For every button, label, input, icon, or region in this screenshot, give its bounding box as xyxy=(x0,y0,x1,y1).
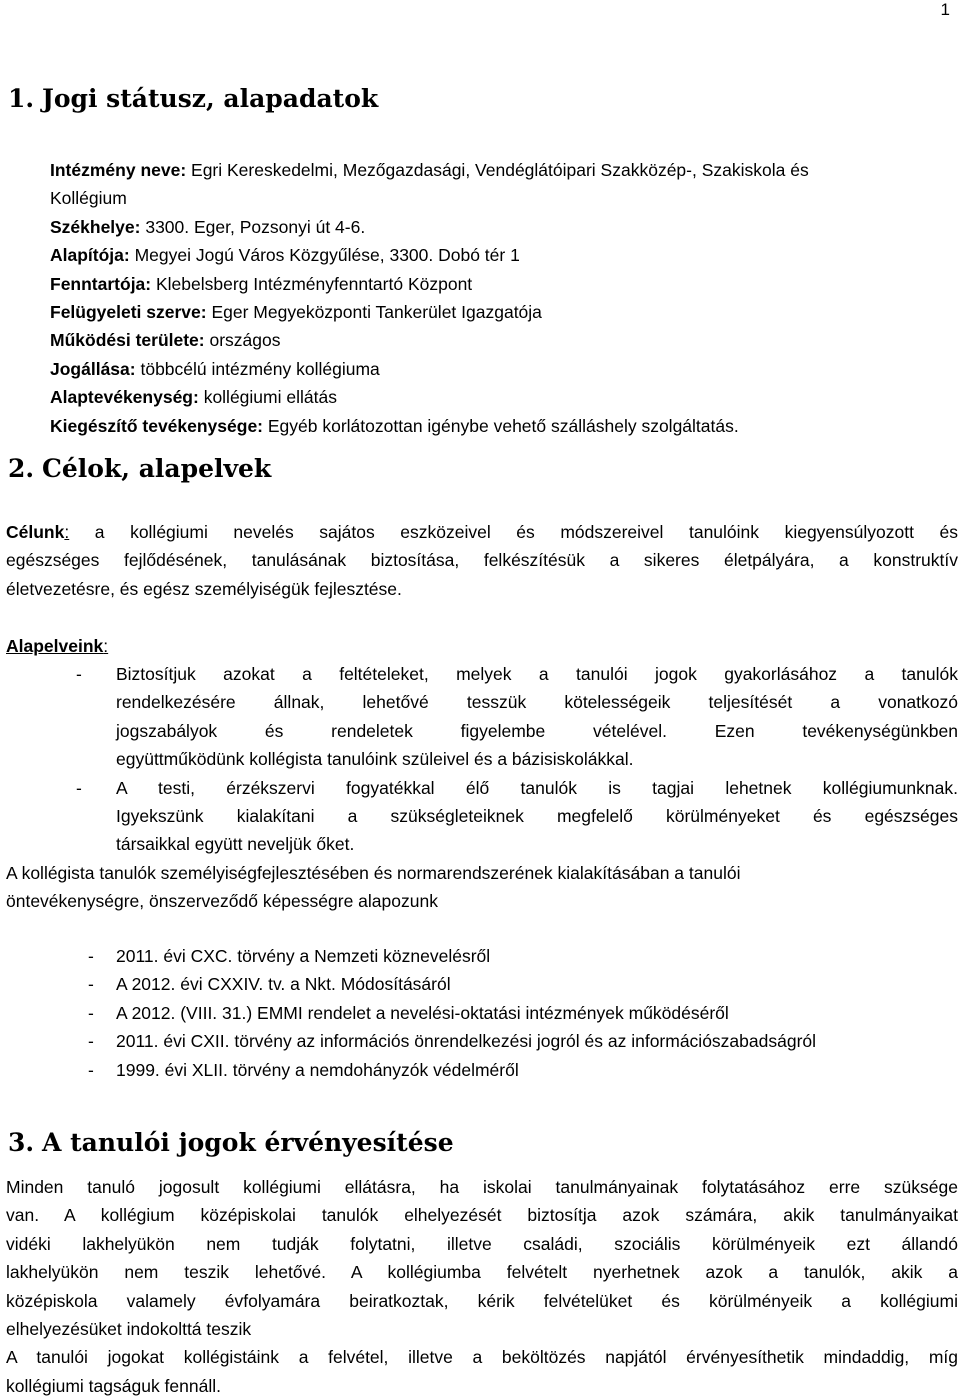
field-value: 3300. Eger, Pozsonyi út 4-6. xyxy=(140,216,366,237)
list-dash: - xyxy=(88,1059,94,1080)
paragraph-line: A kollégista tanulók személyiségfejlesztésében és normarendszerének kialakításában a tanulói xyxy=(6,862,741,883)
list-line: rendelkezésére állnak, lehetővé tesszük kötelességeik teljesítését a vonatkozó xyxy=(116,692,958,713)
section-1-number: 1. xyxy=(8,84,35,113)
section-1-heading xyxy=(8,84,378,114)
field-label: Működési területe: xyxy=(50,330,205,351)
list-dash: - xyxy=(88,1002,94,1023)
paragraph-line: elhelyezésüket indokolttá teszik xyxy=(6,1319,252,1340)
list-dash: - xyxy=(88,946,94,966)
field-label: Fenntartója: xyxy=(50,273,152,294)
rights-paragraph xyxy=(6,1173,958,1400)
law-text: 2011. évi CXII. törvény az információs önrendelkezési jogról és az információszabadságról xyxy=(116,1031,817,1052)
list-line: társaikkal együtt neveljük őket. xyxy=(116,834,355,855)
paragraph-line: kollégiumi tagságuk fennáll. xyxy=(6,1375,221,1396)
paragraph-line: középiskola valamely évfolyamára beiratkoztak, kérik felvételüket és körülményeik a kollégiumi xyxy=(6,1290,958,1311)
paragraph-line: A tanulói jogokat kollégistáink a felvétel, illetve a beköltözés napjától érvényesíthetik mindaddig, míg xyxy=(6,1347,958,1368)
field-row xyxy=(50,298,950,326)
field-label: Intézmény neve: xyxy=(50,160,187,180)
law-item xyxy=(6,999,958,1027)
field-row xyxy=(50,156,950,184)
law-item xyxy=(6,1027,958,1055)
field-row xyxy=(50,412,950,440)
institution-data xyxy=(50,156,950,440)
field-value: Egyéb korlátozottan igénybe vehető szálláshely szolgáltatás. xyxy=(263,415,739,436)
goals-label: Célunk xyxy=(6,522,65,542)
principles-colon: : xyxy=(103,636,109,656)
field-value: Egri Kereskedelmi, Mezőgazdasági, Vendéglátóipari Szakközép-, Szakiskola és xyxy=(186,160,809,180)
principles-list xyxy=(6,660,958,916)
paragraph-line: Minden tanuló jogosult kollégiumi ellátásra, ha iskolai tanulmányainak folytatásához erre szüksége xyxy=(6,1177,958,1197)
field-value: kollégiumi ellátás xyxy=(198,387,337,408)
field-value: többcélú intézmény kollégiuma xyxy=(135,358,380,379)
section-2-title: Célok, alapelvek xyxy=(42,454,272,483)
laws-list xyxy=(6,942,958,1084)
section-2-number: 2. xyxy=(8,454,35,483)
field-label: Kiegészítő tevékenysége: xyxy=(50,415,264,436)
section-1-title: Jogi státusz, alapadatok xyxy=(42,84,379,113)
list-line: jogszabályok és rendeletek figyelembe vételével. Ezen tevékenységünkben xyxy=(116,720,958,741)
page-number: 1 xyxy=(940,0,950,19)
list-dash: - xyxy=(88,974,94,995)
list-dash: - xyxy=(88,1031,94,1052)
section-3-number: 3. xyxy=(8,1128,35,1157)
law-item xyxy=(6,970,958,998)
goals-colon: : xyxy=(64,522,70,542)
paragraph-line: egészséges fejlődésének, tanulásának biztosítása, felkészítésük a sikeres életpályára, a konstruktív xyxy=(6,550,958,571)
list-item xyxy=(6,774,958,859)
list-item xyxy=(6,660,958,774)
goals-paragraph xyxy=(6,518,958,603)
field-value: Eger Megyeközponti Tankerület Igazgatója xyxy=(206,302,542,323)
list-dash: - xyxy=(76,664,82,684)
field-label: Jogállása: xyxy=(50,358,136,379)
section-3-heading xyxy=(8,1128,454,1158)
field-row xyxy=(50,383,950,411)
goals-text: a kollégiumi nevelés sajátos eszközeivel és módszereivel tanulóink kiegyensúlyozott és xyxy=(69,522,958,542)
field-value: Kollégium xyxy=(50,188,127,209)
field-label: Alapítója: xyxy=(50,245,130,266)
field-value: országos xyxy=(204,330,281,351)
paragraph-line: lakhelyükön nem teszik lehetővé. A kollégiumba felvételt nyerhetnek azok a tanulók, akik a xyxy=(6,1262,958,1283)
law-text: 1999. évi XLII. törvény a nemdohányzók védelméről xyxy=(116,1059,519,1080)
field-row xyxy=(50,213,950,241)
field-row xyxy=(50,184,950,212)
list-line: A testi, érzékszervi fogyatékkal élő tanulók is tagjai lehetnek kollégiumunknak. xyxy=(116,777,958,798)
paragraph-line: vidéki lakhelyükön nem tudják folytatni, illetve családi, szociális körülményeik ezt állandó xyxy=(6,1233,958,1254)
law-text: A 2012. évi CXXIV. tv. a Nkt. Módosításáról xyxy=(116,974,451,995)
field-row xyxy=(50,241,950,269)
field-value: Megyei Jogú Város Közgyűlése, 3300. Dobó tér 1 xyxy=(129,245,520,266)
field-row xyxy=(50,326,950,354)
section-2-heading xyxy=(8,454,271,484)
list-line: Igyekszünk kialakítani a szükségleteiknek megfelelő körülményeket és egészséges xyxy=(116,806,958,827)
law-item xyxy=(6,942,958,970)
field-label: Székhelye: xyxy=(50,216,141,237)
field-row xyxy=(50,270,950,298)
law-text: 2011. évi CXC. törvény a Nemzeti köznevelésről xyxy=(116,946,491,966)
field-label: Alaptevékenység: xyxy=(50,387,199,408)
paragraph-line: öntevékenységre, önszerveződő képességre alapozunk xyxy=(6,891,438,912)
law-text: A 2012. (VIII. 31.) EMMI rendelet a nevelési-oktatási intézmények működéséről xyxy=(116,1002,729,1023)
paragraph-line xyxy=(6,518,958,546)
paragraph-line: életvezetésre, és egész személyiségük fejlesztése. xyxy=(6,578,402,599)
principles-label: Alapelveink xyxy=(6,636,104,656)
paragraph-line: van. A kollégium középiskolai tanulók elhelyezését biztosítja azok számára, akik tanulmányaikat xyxy=(6,1205,958,1226)
field-row xyxy=(50,355,950,383)
list-dash: - xyxy=(76,777,82,798)
list-line: együttműködünk kollégista tanulóink szüleivel és a bázisiskolákkal. xyxy=(116,749,634,770)
field-value: Klebelsberg Intézményfenntartó Központ xyxy=(151,273,473,294)
law-item xyxy=(6,1056,958,1084)
field-label: Felügyeleti szerve: xyxy=(50,302,207,323)
section-3-title: A tanulói jogok érvényesítése xyxy=(42,1128,454,1157)
principles-label-row xyxy=(6,632,108,660)
list-line: Biztosítjuk azokat a feltételeket, melyek a tanulói jogok gyakorlásához a tanulók xyxy=(116,664,958,684)
